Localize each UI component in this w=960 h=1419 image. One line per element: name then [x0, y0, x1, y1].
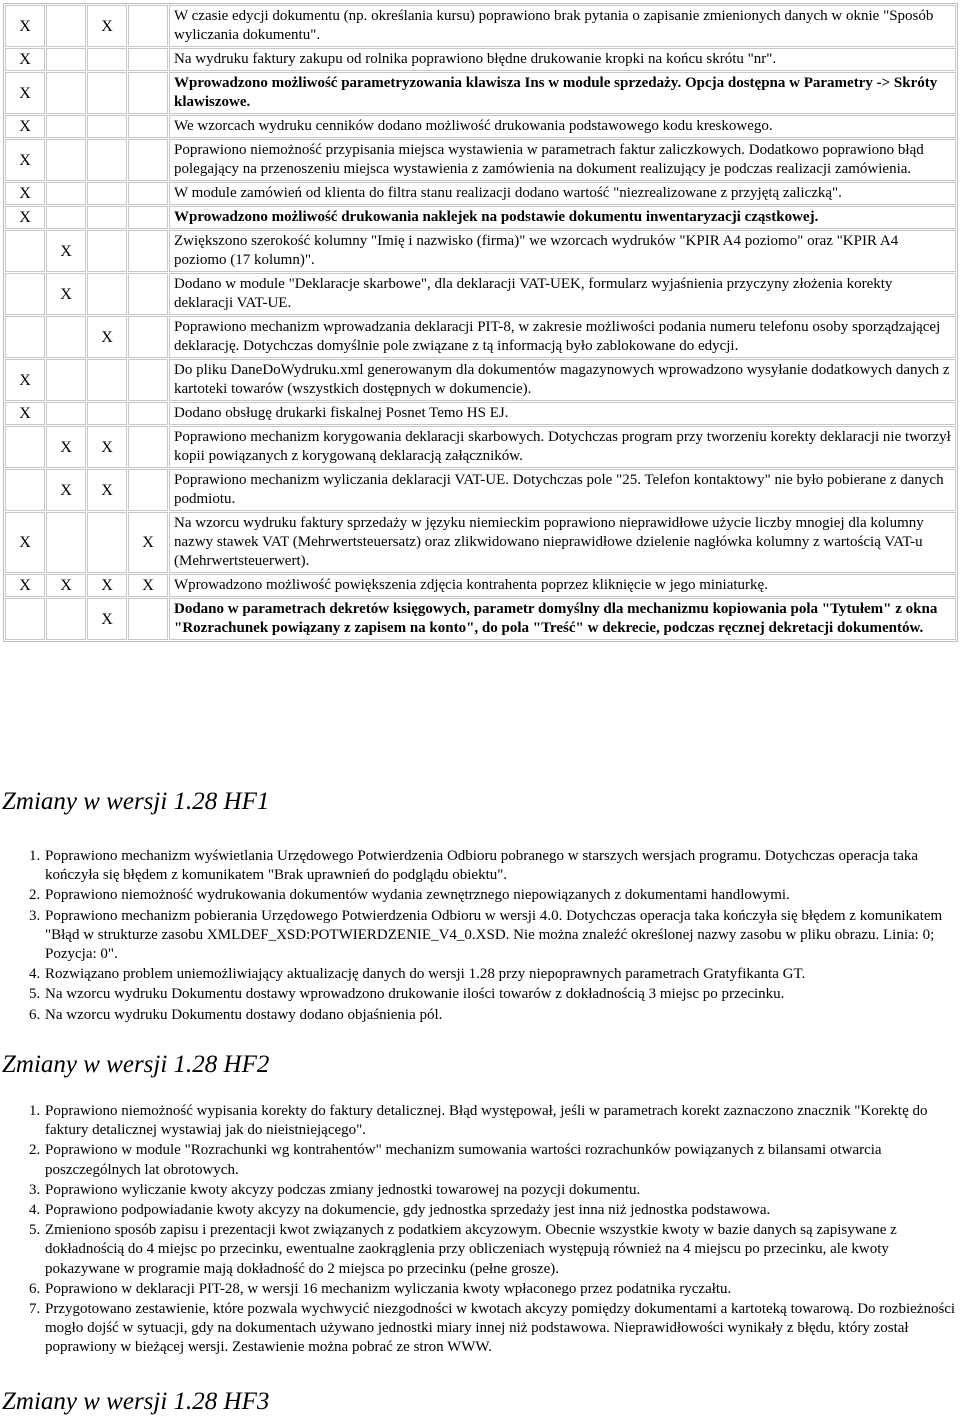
change-mark-cell: X [46, 230, 86, 272]
change-description: Wprowadzono możliwość powiększenia zdjęcia kontrahenta poprzez kliknięcie w jego miniaturkę. [169, 574, 956, 597]
list-item: 6. Poprawiono w deklaracji PIT-28, w wersji 16 mechanizm wyliczania kwoty wpłaconego przez podatnika ryczałtu. [44, 1280, 956, 1299]
change-mark-cell [46, 598, 86, 640]
changes-row [5, 48, 956, 71]
change-description: Poprawiono niemożność przypisania miejsca wystawienia w parametrach faktur zaliczkowych. Dodatkowo poprawiono błąd polegający na przenoszeniu miejsca wystawienia z zamówienia na dokument realizujący je podczas realizacji zamówienia. [169, 139, 956, 181]
change-mark-cell [46, 316, 86, 358]
change-mark-cell [87, 115, 127, 138]
changes-table [3, 3, 958, 642]
changes-table-body [5, 5, 956, 640]
change-mark-cell [5, 426, 45, 468]
changes-row [5, 182, 956, 205]
change-description: Poprawiono mechanizm korygowania deklaracji skarbowych. Dotychczas program przy tworzeniu korekty deklaracji nie tworzył kopii powiązanych z korygowaną deklaracją załączników. [169, 426, 956, 468]
change-mark-cell [87, 48, 127, 71]
change-mark-cell: X [87, 316, 127, 358]
change-mark-cell: X [128, 574, 168, 597]
change-mark-cell [46, 115, 86, 138]
list-item: 1. Poprawiono niemożność wypisania korekty do faktury detalicznej. Błąd występował, jeśli w parametrach korekt zaznaczono znacznik "Korektę do faktury detalicznej wystawiaj jak do nieistniejącego". [44, 1102, 956, 1140]
change-mark-cell [46, 512, 86, 573]
change-mark-cell [5, 230, 45, 272]
change-description: We wzorcach wydruku cenników dodano możliwość drukowania podstawowego kodu kreskowego. [169, 115, 956, 138]
change-mark-cell [46, 5, 86, 47]
changes-row [5, 316, 956, 358]
list-item: 5. Na wzorcu wydruku Dokumentu dostawy wprowadzono drukowanie ilości towarów z dokładnością 3 miejsc po przecinku. [44, 985, 956, 1004]
changes-row [5, 230, 956, 272]
changes-row [5, 402, 956, 425]
change-mark-cell [5, 469, 45, 511]
change-mark-cell: X [5, 359, 45, 401]
change-mark-cell: X [46, 469, 86, 511]
changes-row [5, 5, 956, 47]
change-description: Na wydruku faktury zakupu od rolnika poprawiono błędne drukowanie kropki na końcu skrótu "nr". [169, 48, 956, 71]
changes-row [5, 359, 956, 401]
change-description: Dodano w module "Deklaracje skarbowe", dla deklaracji VAT-UEK, formularz wyjaśnienia przyczyny złożenia korekty deklaracji VAT-UE. [169, 273, 956, 315]
change-mark-cell [87, 182, 127, 205]
change-description: W czasie edycji dokumentu (np. określania kursu) poprawiono brak pytania o zapisanie zmienionych danych w oknie "Sposób wyliczania dokumentu". [169, 5, 956, 47]
change-mark-cell [5, 273, 45, 315]
change-mark-cell [87, 359, 127, 401]
change-mark-cell [128, 206, 168, 229]
change-mark-cell [5, 598, 45, 640]
change-mark-cell [87, 230, 127, 272]
change-mark-cell [128, 598, 168, 640]
change-mark-cell: X [46, 273, 86, 315]
change-description: Wprowadzono możliwość drukowania naklejek na podstawie dokumentu inwentaryzacji cząstkowej. [169, 206, 956, 229]
change-mark-cell [46, 139, 86, 181]
change-mark-cell [87, 512, 127, 573]
change-mark-cell [128, 72, 168, 114]
change-mark-cell [46, 72, 86, 114]
change-mark-cell [46, 182, 86, 205]
change-mark-cell: X [87, 574, 127, 597]
change-mark-cell [46, 206, 86, 229]
change-mark-cell [46, 48, 86, 71]
change-description: Dodano obsługę drukarki fiskalnej Posnet Temo HS EJ. [169, 402, 956, 425]
changes-row [5, 512, 956, 573]
changes-row [5, 574, 956, 597]
list-item: 3. Poprawiono mechanizm pobierania Urzędowego Potwierdzenia Odbioru w wersji 4.0. Dotychczas operacja taka kończyła się błędem z komunikatem "Błąd w strukturze zasobu XMLDEF_XSD:POTWIERDZENIE_V4_0.XSD. Nie można znaleźć określonej nazwy zasobu w pliku obrazu. Linia: 0; Pozycja: 0". [44, 907, 956, 965]
change-mark-cell: X [5, 115, 45, 138]
list-item: 7. Przygotowano zestawienie, które pozwala wychwycić niezgodności w kwotach akcyzy pomiędzy dokumentami a kartoteką towarową. Do rozbieżności mogło dojść w sytuacji, gdy na dokumentach używano jednostki miary innej niż podstawowa. Nieprawidłowości wynikały z błędu, który został poprawiony w bieżącej wersji. Zestawienie można pobrać ze stron WWW. [44, 1300, 956, 1358]
change-mark-cell: X [5, 182, 45, 205]
list-item: 1. Poprawiono mechanizm wyświetlania Urzędowego Potwierdzenia Odbioru pobranego w starszych wersjach programu. Dotychczas operacja taka kończyła się błędem z komunikatem "Brak uprawnień do podglądu obiektu". [44, 847, 956, 885]
changes-list-hf1 [0, 847, 960, 1026]
change-mark-cell [5, 316, 45, 358]
list-item: 2. Poprawiono w module "Rozrachunki wg kontrahentów" mechanizm sumowania wartości rozrachunków powiązanych z bilansami otwarcia poszczególnych lat obrotowych. [44, 1141, 956, 1179]
change-mark-cell [87, 139, 127, 181]
change-mark-cell: X [87, 5, 127, 47]
change-description: Dodano w parametrach dekretów księgowych, parametr domyślny dla mechanizmu kopiowania pola "Tytułem" z okna "Rozrachunek powiązany z zapisem na konto", do pola "Treść" w dekrecie, podczas ręcznej dekretacji dokumentów. [169, 598, 956, 640]
change-mark-cell: X [5, 402, 45, 425]
list-item: 2. Poprawiono niemożność wydrukowania dokumentów wydania zewnętrznego niepowiązanych z dokumentami handlowymi. [44, 886, 956, 905]
change-mark-cell [128, 115, 168, 138]
change-mark-cell [128, 5, 168, 47]
change-description: W module zamówień od klienta do filtra stanu realizacji dodano wartość "niezrealizowane z przyjętą zaliczką". [169, 182, 956, 205]
change-mark-cell [128, 182, 168, 205]
change-mark-cell: X [87, 469, 127, 511]
change-mark-cell [87, 72, 127, 114]
change-description: Wprowadzono możliwość parametryzowania klawisza Ins w module sprzedaży. Opcja dostępna w Parametry -> Skróty klawiszowe. [169, 72, 956, 114]
list-item: 3. Poprawiono wyliczanie kwoty akcyzy podczas zmiany jednostki towarowej na pozycji dokumentu. [44, 1181, 956, 1200]
change-mark-cell [87, 206, 127, 229]
change-description: Na wzorcu wydruku faktury sprzedaży w języku niemieckim poprawiono nieprawidłowe użycie liczby mnogiej dla kolumny nazwy stawek VAT (Mehrwertsteuersatz) oraz zlikwidowano nieprawidłowe dzielenie nagłówka kolumny z wartością VAT-u (Mehrwertsteuerwert). [169, 512, 956, 573]
changes-row [5, 139, 956, 181]
change-mark-cell: X [46, 574, 86, 597]
changes-row [5, 469, 956, 511]
change-description: Poprawiono mechanizm wyliczania deklaracji VAT-UE. Dotychczas pole "25. Telefon kontaktowy" nie było pobierane z danych podmiotu. [169, 469, 956, 511]
list-item: 6. Na wzorcu wydruku Dokumentu dostawy dodano objaśnienia pól. [44, 1006, 956, 1025]
section-title-hf1: Zmiany w wersji 1.28 HF1 [2, 788, 270, 815]
change-mark-cell: X [5, 139, 45, 181]
change-mark-cell: X [5, 206, 45, 229]
change-mark-cell: X [46, 426, 86, 468]
change-mark-cell: X [5, 512, 45, 573]
change-mark-cell: X [5, 574, 45, 597]
change-mark-cell: X [5, 5, 45, 47]
section-title-hf3: Zmiany w wersji 1.28 HF3 [2, 1388, 270, 1415]
change-mark-cell: X [5, 48, 45, 71]
change-mark-cell [128, 230, 168, 272]
change-mark-cell [128, 316, 168, 358]
changes-row [5, 273, 956, 315]
changes-row [5, 598, 956, 640]
changes-row [5, 426, 956, 468]
change-description: Zwiększono szerokość kolumny "Imię i nazwisko (firma)" we wzorcach wydruków "KPIR A4 poziomo" oraz "KPIR A4 poziomo (17 kolumn)". [169, 230, 956, 272]
list-item: 4. Poprawiono podpowiadanie kwoty akcyzy na dokumencie, gdy jednostka sprzedaży jest inna niż jednostka podstawowa. [44, 1201, 956, 1220]
changes-row [5, 206, 956, 229]
change-mark-cell: X [5, 72, 45, 114]
change-description: Poprawiono mechanizm wprowadzania deklaracji PIT-8, w zakresie możliwości podania numeru telefonu osoby sporządzającej deklarację. Dotychczas domyślnie pole związane z tą informacją było zablokowane do edycji. [169, 316, 956, 358]
change-mark-cell [128, 402, 168, 425]
change-mark-cell [128, 359, 168, 401]
list-item: 4. Rozwiązano problem uniemożliwiający aktualizację danych do wersji 1.28 przy niepoprawnych parametrach Gratyfikanta GT. [44, 965, 956, 984]
change-mark-cell: X [128, 512, 168, 573]
change-mark-cell [87, 402, 127, 425]
changes-row [5, 115, 956, 138]
change-mark-cell [128, 426, 168, 468]
change-mark-cell [87, 273, 127, 315]
change-description: Do pliku DaneDoWydruku.xml generowanym dla dokumentów magazynowych wprowadzono wysyłanie dodatkowych danych z kartoteki towarów (wszystkich dostępnych w dokumencie). [169, 359, 956, 401]
change-mark-cell [46, 402, 86, 425]
change-mark-cell [128, 469, 168, 511]
change-mark-cell: X [87, 598, 127, 640]
changes-list-hf2 [0, 1102, 960, 1359]
change-mark-cell [128, 139, 168, 181]
changes-row [5, 72, 956, 114]
change-mark-cell [128, 48, 168, 71]
list-item: 5. Zmieniono sposób zapisu i prezentacji kwot związanych z podatkiem akcyzowym. Obecnie wszystkie kwoty w bazie danych są zapisywane z dokładnością do 4 miejsc po przecinku, ewentualne zaokrąglenia przy obliczeniach występują również na 4 miejscu po przecinku, ale kwoty pokazywane w programie mają dokładność do 2 miejsca po przecinku (pełne grosze). [44, 1221, 956, 1279]
section-title-hf2: Zmiany w wersji 1.28 HF2 [2, 1051, 270, 1078]
change-mark-cell [128, 273, 168, 315]
change-mark-cell [46, 359, 86, 401]
change-mark-cell: X [87, 426, 127, 468]
